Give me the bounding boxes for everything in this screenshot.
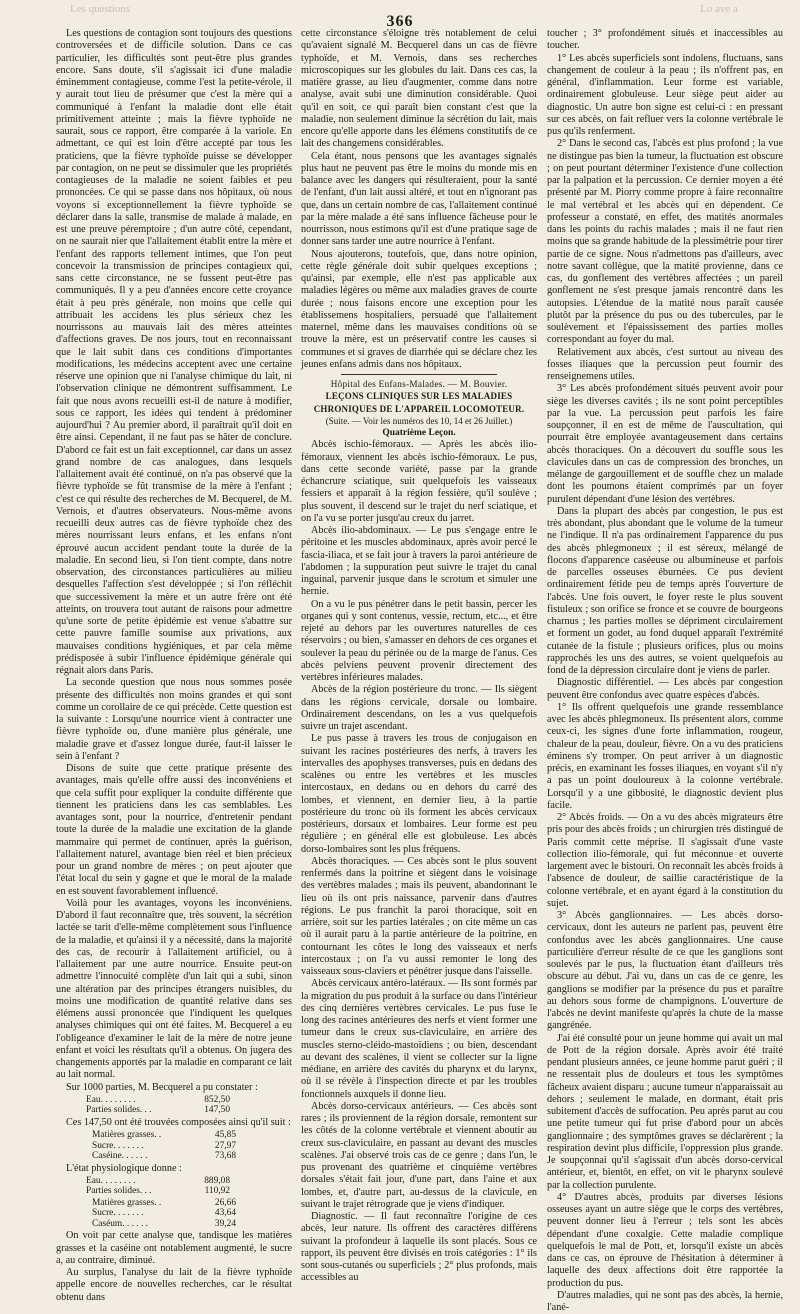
paragraph: 2° Dans le second cas, l'abcès est plus profond ; la vue ne distingue pas bien la tumeur, la fluctuation est obscure ; on peut pourtant déterminer l'existence d'une collection par la palpation et la percussion. Ce dernier moyen a été présenté par M. Piorry comme propre à faire reconnaître le mal vertébral et les abcès qui en dépendent. Ce professeur a constaté, en effet, des matités anormales dans les points du rachis malades ; mais il ne faut rien moins que sa grande habitude de la plessimétrie pour tirer partie de ce signe. Nous n'admettons pas d'ailleurs, avec notre savant collègue, que la matité provienne, dans ce cas, du gonflement des vertèbres affectées ; un pareil gonflement ne s'est presque jamais rencontré dans les autopsies. L'étendue de la matité nous paraît causée plutôt par la présence du pus ou des tubercules, par le soulèvement et l'épaississement des parties molles correspondant au foyer du mal. (547, 138, 783, 346)
table-row: Sucre. . . . . . . 43,64 (92, 1208, 236, 1219)
page-number: 366 (386, 13, 414, 30)
paragraph: cette circonstance s'éloigne très notablement de celui qu'avaient signalé M. Becquerel dans un cas de fièvre typhoïde, et M. Vernois, dans ses recherches microscopiques sur les globules du lait. Dans ces cas, la matière grasse, au lieu d'augmenter, comme dans notre analyse, avait subi une diminution considérable. Quoi qu'il en soit, ce qui paraît bien constant c'est que la maladie, non seulement diminue la sécrétion du lait, mais encore qu'elle apporte dans les élémens constitutifs de ce lait des changemens considérables. (301, 28, 537, 150)
table-row: Matières grasses. . 26,66 (92, 1197, 236, 1208)
lecture-heading: Quatrième Leçon. (382, 428, 456, 438)
paragraph: Au surplus, l'analyse du lait de la fièvre typhoïde appelle encore de nouvelles recherches, car le résultat obtenu dans (56, 1267, 292, 1303)
paragraph: toucher ; 3° profondément situés et inaccessibles au toucher. (547, 28, 783, 52)
paragraph: Abcès ischio-fémoraux. — Après les abcès ilio-fémoraux, viennent les abcès ischio-fémoraux. Le pus, dans cette seconde variété, passe par la grande échancrure sciatique, suit quelquefois les vaisseaux fessiers et apparaît à la région fessière, qu'il soulève ; plus souvent, il descend sur le trajet du nerf sciatique, et on l'a vu se porter jusqu'au creux du jarret. (301, 439, 537, 524)
paragraph: Nous ajouterons, toutefois, que, dans notre opinion, cette règle générale doit subir quelques exceptions ; qu'ainsi, par exemple, elle n'est pas applicable aux maladies légères ou même aux maladies graves de courte durée ; nous faisons encore une exception pour les établissemens hospitaliers, persuadé que l'allaitement maternel, même dans les mauvaises conditions où se trouve la mère, est un préservatif contre les causes si communes et si graves de diarrhée qui se déclare chez les jeunes enfans admis dans nos hôpitaux. (301, 248, 537, 370)
column-2 (301, 28, 537, 1284)
paragraph: La seconde question que nous nous sommes posée présente des difficultés non moins grandes et qui sont comme un corollaire de ce qui précède. Cette question est la suivante : Lorsqu'une nourrice vient à contracter une fièvre typhoïde ou, d'une manière plus générale, une maladie grave et d'assez longue durée, faut-il laisser le sein à l'enfant ? (56, 677, 292, 762)
article-continuation-note: (Suite. — Voir les numéros des 10, 14 et 26 Juillet.) (325, 415, 513, 426)
paragraph: Voilà pour les avantages, voyons les inconvéniens. D'abord il faut reconnaître que, très souvent, la sécrétion lactée se tarit d'elle-même complètement sous l'influence de la maladie, et qu'ainsi il y a nécessité, dans la majorité des cas, de recourir à l'allaitement artificiel, ou à l'allaitement par une autre nourrice. Ensuite peut-on admettre l'innocuité complète d'un lait qui a subi, sinon une altération par des principes étrangers nuisibles, du moins une modification de quantité relative dans ses élémens aussi prononcée que l'indiquent les quelques analyses chimiques qui ont été faites. M. Becquerel a eu l'obligeance d'examiner le lait de la mère de notre jeune enfant et voici les résultats qu'il a obtenus. On jugera des changements apportés par la maladie en comparant ce lait au lait normal. (56, 897, 292, 1081)
paragraph: Les questions de contagion sont toujours des questions controversées et de difficile solution. Dans ce cas particulier, les difficultés sont peut-être plus grandes encore. Sans doute, s'il s'agissait ici d'une maladie éminemment contagieuse, comme l'est la petite-vérole, il y aurait tout lieu de présumer que c'est la mère qui a communiqué à l'enfant la maladie dont elle était primitivement atteinte ; mais la fièvre typhoïde ne saurait, sous ce rapport, être comparée à la variole. En admettant, ce qui est loin d'être accepté par tous les praticiens, que la fièvre typhoïde puisse se développer par contagion, on ne peut se dissimuler que les propriétés contagieuses de la maladie ne soient faibles et peu prononcées. Ce qui se passe dans nos hôpitaux, où nous voyons si exceptionnellement la fièvre typhoïde se déclarer dans la salle, transmise de malade à malade, en est une preuve péremptoire ; d'un autre côté, cependant, on ne saurait nier que l'allaitement établit entre la mère et l'enfant des rapports tellement intimes, que l'on peut concevoir la transmission de principes contagieux qui, sans cette circonstance, ne se fussent peut-être pas communiqués. Il y a peu d'années encore cette croyance était à peu près générale, non moins que celle qui attribuait les accidens les plus sérieux chez les nourrissons au mauvais lait des mères atteintes d'affections graves. De nos jours, tout en reconnaissant que le lait subit dans ces conditions d'importantes modifications, les médecins acceptent avec une certaine réserve une opinion que ni l'analyse chimique du lait, ni l'observation clinique ne démontrent suffisamment. Le fait que nous avons recueilli est-il de nature à modifier, sous ce rapport, les idées qui tendent à prédominer aujourd'hui ? Au premier abord, il paraîtrait qu'il doit en être ainsi. Cependant, il ne faut pas se hâter de conclure. D'abord ce fait est un fait exceptionnel, car dans un assez grand nombre de cas analogues, dans lesquels l'allaitement avait été continué, on n'a pas observé que la fièvre typhoïde se fût transmise de la mère à l'enfant ; c'est ce qui résulte des recherches de M. Becquerel, de M. Vernois, et d'autres observateurs. Nous-même avons recueilli deux autres cas de fièvre typhoïde chez des mères nourrissant leurs enfans, et les enfans n'ont éprouvé aucun accident pendant toute la durée de la maladie. En second lieu, si l'on tient compte, dans notre observation, des circonstances particulières au milieu desquelles l'affection s'est développée ; si l'on réfléchit que successivement la mère et un autre frère ont été atteints, on trouvera tout autant de raisons pour admettre qu'une sorte de petite épidémie est venue s'abattre sur cette pauvre famille soumise aux privations, aux mauvaises conditions hygiéniques, et par cela même prédisposée à subir l'influence épidémique générale qui régnait alors dans Paris. (56, 28, 292, 676)
paragraph: On voit par cette analyse que, tandisque les matières grasses et la caséine ont notablement augmenté, le sucre a, au contraire, diminué. (56, 1230, 292, 1266)
milk-analysis-table-4 (56, 1198, 292, 1230)
table-row: Parties solides. . . 110,92 (86, 1186, 230, 1197)
section-divider (341, 374, 497, 375)
table-row: Parties solides. . . 147,50 (86, 1105, 230, 1116)
paragraph: Dans la plupart des abcès par congestion, le pus est très abondant, plus abondant que le volume de la tumeur ne l'indique. Il n'a pas ordinairement l'apparence du pus des abcès phlegmoneux ; il est séreux, mélangé de flocons d'apparence caséeuse ou albumineuse et parfois de parcelles osseuses éburnées. Ce pus devient ordinairement fétide peu de temps après l'ouverture de l'abcès. Une fois ouvert, le foyer reste le plus souvent fistuleux ; son orifice se fronce et se couvre de bourgeons charnus ; les parties molles se dépriment circulairement et forment un godet, au fond duquel apparaît l'extrémité cutanée de la fistule ; plusieurs orifices, plus ou moins rapprochés les uns des autres, se voient quelquefois au fond de la dépression circulaire dont je viens de parler. (547, 505, 783, 676)
bleed-through-text-left: Les questions (70, 3, 131, 15)
table-row: Sucre. . . . . . . 27,97 (92, 1140, 236, 1151)
paragraph: 3° Abcès ganglionnaires. — Les abcès dorso-cervicaux, dont les auteurs ne parlent pas, peuvent être confondus avec les abcès ganglionnaires. Une cause particulière d'erreur résulte de ce que les ganglions sont soulevés par le pus, la fluctuation étant d'ailleurs très obscure au début. J'ai vu, dans un cas de ce genre, les ganglions se modifier par la présence du pus et paraître au dehors sous forme de champignons. L'ouverture de l'abcès ne devint manifeste qu'après la chute de la masse gangrénée. (547, 910, 783, 1032)
table-row: Eau. . . . . . . . 889,08 (86, 1175, 230, 1186)
column-3 (547, 28, 783, 1313)
paragraph: Diagnostic différentiel. — Les abcès par congestion peuvent être confondus avec quatre espèces d'abcès. (547, 677, 783, 701)
paragraph: Abcès ilio-abdominaux. — Le pus s'engage entre le péritoine et les muscles abdominaux, après avoir percé le fascia-iliaca, et se fait jour à travers la paroi antérieure de l'abdomen ; la suppuration peut suivre le trajet du canal inguinal, parvenir jusque dans le scrotum et simuler une hernie. (301, 525, 537, 598)
paragraph: Diagnostic. — Il faut reconnaître l'origine de ces abcès, leur nature. Ils offrent des caractères différens suivant la profondeur à laquelle ils sont placés. Sous ce rapport, ils peuvent être divisés en trois catégories : 1° ils sont sous-cutanés ou superficiels ; 2° plus profonds, mais accessibles au (301, 1211, 537, 1284)
paragraph: J'ai été consulté pour un jeune homme qui avait un mal de Pott de la région dorsale. Après avoir été traité pendant plusieurs années, ce jeune homme parut guéri ; il ne ressentait plus de douleurs et tous les symptômes fâcheux avaient disparu ; aucune tumeur n'apparaissait au dehors ; seulement le malade, en dormant, était pris subitement d'accès de suffocation. Peu après parut au cou une petite tumeur qui fut prise d'abord pour un abcès ganglionnaire ; des symptômes graves se déclarèrent ; la respiration devint plus difficile, l'oppression plus grande. Je soupçonnai qu'il s'agissait d'un abcès dorso-cervical antérieur, et, bientôt, en effet, on vit le pharynx soulevé par la collection purulente. (547, 1032, 783, 1191)
paragraph: 1° Ils offrent quelquefois une grande ressemblance avec les abcès phlegmoneux. Ils présentent alors, comme ceux-ci, les signes d'une forte inflammation, rougeur, chaleur de la peau, douleur, fièvre. On a vu des praticiens éminens s'y tromper. On peut arriver à un diagnostic précis, en examinant les fosses iliaques, en voyant s'il n'y a pas un point douloureux à la colonne vertébrale. Lorsqu'il y a une gibbosité, le diagnostic devient plus facile. (547, 701, 783, 811)
paragraph: 4° D'autres abcès, produits par diverses lésions osseuses ayant un autre siège que le corps des vertèbres, peuvent donner lieu à l'erreur ; tels sont les abcès dépendant d'une coxalgie. Cette maladie complique quelquefois le mal de Pott, et, lorsqu'il existe un abcès dans ce cas, on éprouve de l'hésitation à déterminer à laquelle des deux affections doit être rapportée la production du pus. (547, 1191, 783, 1289)
table-row: Matières grasses. . 45,85 (92, 1130, 236, 1140)
paragraph: Abcès dorso-cervicaux antérieurs. — Ces abcès sont rares ; ils proviennent de la région dorsale, remontent sur les côtés de la colonne vertébrale et viennent aboutir au creux sus-claviculaire, en passant au devant des muscles scalènes. J'ai observé trois cas de ce genre ; dans l'un, le pus provenant des quatrième et cinquième vertèbres dorsales s'était fait jour, d'une part, dans l'aine et aux lombes, et, d'autre part, au-dessus de la clavicule, en suivant le trajet rétrograde que je viens d'indiquer. (301, 1100, 537, 1210)
page-header (0, 0, 800, 28)
paragraph: Abcès de la région postérieure du tronc. — Ils siègent dans les régions cervicale, dorsale ou lombaire. Ordinairement descendans, on les a vus quelquefois suivre un trajet ascendant. (301, 684, 537, 732)
table-row: Eau. . . . . . . . 852,50 (86, 1094, 230, 1105)
table-row: Caséine. . . . . . 73,68 (92, 1151, 236, 1161)
milk-analysis-table-2 (56, 1130, 292, 1162)
analysis-intro: L'état physiologique donne : (66, 1162, 182, 1174)
hospital-heading: Hôpital des Enfans-Malades. — M. Bouvier. (330, 379, 508, 389)
paragraph: 1° Les abcès superficiels sont indolens, fluctuans, sans changement de couleur à la peau ; ils n'offrent pas, en général, d'inflammation. Leur forme est variable, ordinairement globuleuse. Leur siège peut aider au diagnostic. Un autre bon signe est celui-ci : en pressant sur ces abcès, on fait refluer vers la colonne vertébrale le pus qu'ils renferment. (547, 52, 783, 137)
paragraph: Abcès thoraciques. — Ces abcès sont le plus souvent renfermés dans la poitrine et siègent dans le voisinage des vertèbres malades ; mais ils peuvent, abandonnant le lieu où ils ont pris naissance, parvenir dans d'autres régions. Le pus franchit la paroi thoracique, soit en arrière, soit sur les parties latérales ; on cite même un cas où il aurait paru à la partie antérieure de la poitrine, en contournant les côtes le long des vaisseaux et nerfs intercostaux ; on l'a vu aussi remonter le long des vaisseaux sous-claviers et pénétrer jusque dans l'aisselle. (301, 855, 537, 977)
paragraph: Le pus passe à travers les trous de conjugaison en suivant les racines postérieures des nerfs, à travers les intervalles des apophyses transverses, puis en dedans des scalènes ou entre les vertèbres et les muscles intercostaux, en dedans ou en dehors du carré des lombes, et viennent, en dernier lieu, à la partie postérieure du tronc où ils forment les abcès cervicaux postérieurs, dorsaux et lombaires. Leur forme est peu régulière ; en général elle est globuleuse. Les abcès dorso-lombaires sont les plus fréquens. (301, 733, 537, 855)
bleed-through-text-right: Lo ave a (700, 3, 738, 15)
paragraph: 2° Abcès froids. — On a vu des abcès migrateurs être pris pour des abcès froids ; un chirurgien très distingué de Paris commit cette méprise. Il s'agissait d'une vaste collection ilio-fémorale, qui fut méconnue et ouverte largement avec le bistouri. On reconnaît les abcès froids à l'absence de douleur, de saillie caractéristique de la colonne vertébrale, et en ayant égard à la constitution du sujet. (547, 812, 783, 909)
paragraph: Disons de suite que cette pratique présente des avantages, mais qu'elle offre aussi des inconvéniens et que cela suffit pour expliquer la conduite différente que tiennent les praticiens dans les cas semblables. Les avantages sont, pour la nourrice, d'entretenir pendant toute la durée de la maladie une excitation de la glande mammaire qui permet de continuer, après la guérison, l'allaitement naturel, avantage bien réel et bien précieux pour un grand nombre de mères ; on peut ajouter que l'état local du sein y gagne et que le moral de la malade en est souvent favorablement influencé. (56, 763, 292, 897)
milk-analysis-table-1 (56, 1095, 292, 1116)
paragraph: Abcès cervicaux antéro-latéraux. — Ils sont formés par la migration du pus produit à la surface ou dans l'intérieur des cinq dernières vertèbres cervicales. Le pus fuse le long des racines antérieures des nerfs et vient former une tumeur dans le creux sus-claviculaire, en arrière des muscles sterno-cléido-mastoïdiens ; ou bien, descendant au devant des scalènes, il vient se collecter sur la ligne médiane, en arrière des cavités du pharynx et du larynx, où il se révèle à l'inspection directe et par les troubles fonctionnels auxquels il donne lieu. (301, 978, 537, 1100)
article-title: LEÇONS CLINIQUES SUR LES MALADIES CHRONIQUES DE L'APPAREIL LOCOMOTEUR. (313, 391, 525, 414)
milk-analysis-table-3 (56, 1176, 292, 1197)
paragraph: Cela étant, nous pensons que les avantages signalés plus haut ne peuvent pas être le moins du monde mis en balance avec les dangers qui résulteraient, pour la santé de l'enfant, d'un lait aussi altéré, et tout en n'ignorant pas que, dans un certain nombre de cas, l'allaitement continué par la mère malade a été sans influence fâcheuse pour le nourrisson, nous estimons qu'il est d'une pratique sage de donner sans tarder une autre nourrice à l'enfant. (301, 150, 537, 248)
column-1 (56, 28, 292, 1303)
table-row: Caséum. . . . . . 39,24 (92, 1218, 236, 1229)
paragraph: Relativement aux abcès, c'est surtout au niveau des fosses iliaques que la percussion peut fournir des renseignemens utiles. (547, 346, 783, 382)
paragraph: On a vu le pus pénétrer dans le petit bassin, percer les organes qui y sont contenus, vessie, rectum, etc..., et être rejeté au dehors par les ouvertures naturelles de ces réservoirs ; ou bien, s'amasser en dehors de ces organes et soulever la peau du périnée ou de la marge de l'anus. Ces abcès pelviens peuvent provenir directement des vertèbres inférieures malades. (301, 598, 537, 683)
analysis-intro: Ces 147,50 ont été trouvées composées ainsi qu'il suit : (66, 1116, 291, 1128)
analysis-intro: Sur 1000 parties, M. Becquerel a pu constater : (66, 1081, 258, 1093)
paragraph: D'autres maladies, qui ne sont pas des abcès, la hernie, l'ané- (547, 1289, 783, 1313)
paragraph: 3° Les abcès profondément situés peuvent avoir pour siège les diverses cavités ; ils ne sont point perceptibles par la vue. La percussion peut parfois les faire soupçonner, il en est de même de l'auscultation, qui pourrait être employée avantageusement dans certains abcès thoraciques. On a découvert du souffle sous les clavicules dans un cas de compression des bronches, un mélange de gargouillement et de souffle chez un malade dont les poumons étaient comprimés par un foyer purulent dépendant d'une lésion des vertèbres. (547, 383, 783, 505)
